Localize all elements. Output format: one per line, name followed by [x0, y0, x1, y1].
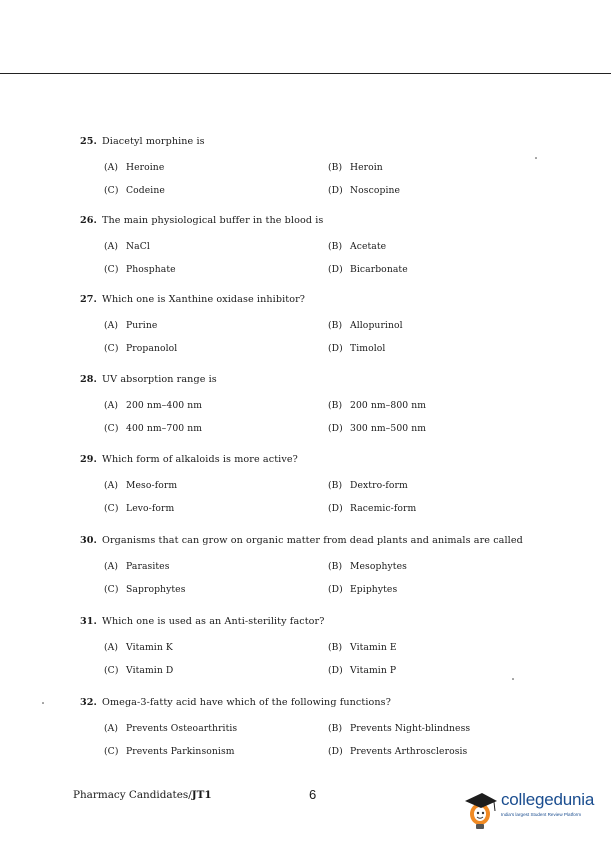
option-label: (B): [328, 320, 343, 331]
question-number: 29.: [80, 454, 97, 465]
scan-speck: [42, 702, 44, 704]
option-a: [104, 241, 150, 253]
option-text: 200 nm–800 nm: [350, 400, 427, 411]
bulb-eye-left: [477, 812, 479, 814]
option-label: (A): [104, 561, 119, 572]
footer-prefix: Pharmacy Candidates/: [73, 789, 192, 801]
footer-candidate-label: [73, 789, 212, 801]
option-text: Heroine: [126, 162, 165, 173]
question-30: [80, 535, 580, 595]
question-text: Which one is used as an Anti-sterility factor?: [102, 616, 325, 627]
option-label: (D): [328, 185, 343, 196]
bulb-face: [474, 807, 486, 821]
option-b: [328, 320, 403, 332]
option-label: (A): [104, 642, 119, 653]
option-a: [104, 480, 177, 492]
option-label: (C): [104, 423, 119, 434]
option-text: Mesophytes: [350, 561, 407, 572]
option-text: Prevents Osteoarthritis: [126, 723, 238, 734]
question-stem: [80, 215, 580, 227]
question-number: 26.: [80, 215, 97, 226]
option-label: (C): [104, 665, 119, 676]
option-c: [104, 746, 235, 758]
option-text: Bicarbonate: [350, 264, 408, 275]
footer-code: JT1: [191, 789, 212, 801]
logo-brand: collegedunia: [501, 790, 595, 809]
option-label: (A): [104, 723, 119, 734]
option-b: [328, 561, 407, 573]
option-label: (A): [104, 241, 119, 252]
question-stem: [80, 454, 580, 466]
option-text: Heroin: [350, 162, 383, 173]
option-d: [328, 665, 396, 677]
option-b: [328, 642, 397, 654]
option-label: (D): [328, 746, 343, 757]
option-a: [104, 162, 164, 174]
question-text: Which form of alkaloids is more active?: [102, 454, 298, 465]
option-label: (D): [328, 665, 343, 676]
logo-tagline: India's largest Student Review Platform: [501, 812, 582, 817]
scan-speck: [512, 678, 514, 680]
option-label: (A): [104, 480, 119, 491]
bulb-base: [476, 824, 484, 829]
question-stem: [80, 136, 580, 148]
option-a: [104, 723, 237, 735]
option-text: Timolol: [350, 343, 386, 354]
option-text: Prevents Arthrosclerosis: [350, 746, 468, 757]
option-text: Dextro-form: [350, 480, 408, 491]
question-number: 32.: [80, 697, 97, 708]
question-text: Organisms that can grow on organic matter from dead plants and animals are called: [102, 535, 523, 546]
option-c: [104, 584, 186, 596]
option-c: [104, 343, 177, 355]
option-text: 200 nm–400 nm: [126, 400, 203, 411]
question-number: 30.: [80, 535, 97, 546]
option-a: [104, 400, 202, 412]
option-text: Phosphate: [126, 264, 176, 275]
question-stem: [80, 616, 580, 628]
question-27: [80, 294, 580, 354]
question-32: [80, 697, 580, 757]
option-label: (D): [328, 423, 343, 434]
question-26: [80, 215, 580, 275]
option-label: (C): [104, 503, 119, 514]
option-c: [104, 503, 174, 515]
option-text: NaCl: [126, 241, 150, 252]
option-label: (D): [328, 584, 343, 595]
option-text: Acetate: [350, 241, 387, 252]
option-label: (B): [328, 162, 343, 173]
option-label: (C): [104, 264, 119, 275]
option-text: Purine: [126, 320, 158, 331]
option-label: (A): [104, 162, 119, 173]
question-31: [80, 616, 580, 676]
option-a: [104, 642, 173, 654]
question-25: [80, 136, 580, 196]
option-label: (B): [328, 480, 343, 491]
question-text: The main physiological buffer in the blood is: [102, 215, 324, 226]
option-d: [328, 746, 467, 758]
option-label: (D): [328, 264, 343, 275]
option-label: (A): [104, 320, 119, 331]
option-text: Noscopine: [350, 185, 401, 196]
option-c: [104, 665, 173, 677]
option-label: (B): [328, 723, 343, 734]
question-text: Diacetyl morphine is: [102, 136, 205, 147]
question-text: Omega-3-fatty acid have which of the following functions?: [102, 697, 391, 708]
question-stem: [80, 535, 580, 547]
option-d: [328, 343, 385, 355]
option-label: (C): [104, 343, 119, 354]
option-text: Levo-form: [126, 503, 175, 514]
header-rule: [0, 73, 611, 74]
option-b: [328, 241, 386, 253]
option-label: (C): [104, 746, 119, 757]
question-text: UV absorption range is: [102, 374, 217, 385]
option-c: [104, 264, 176, 276]
option-label: (B): [328, 561, 343, 572]
option-text: Codeine: [126, 185, 165, 196]
option-label: (D): [328, 503, 343, 514]
question-number: 31.: [80, 616, 97, 627]
option-text: Vitamin E: [350, 642, 397, 653]
page-number: 6: [309, 787, 317, 802]
option-b: [328, 480, 408, 492]
option-d: [328, 423, 426, 435]
option-a: [104, 561, 170, 573]
option-text: Epiphytes: [350, 584, 398, 595]
graduation-cap: [465, 793, 497, 808]
option-b: [328, 400, 426, 412]
option-text: Parasites: [126, 561, 170, 572]
question-29: [80, 454, 580, 514]
option-c: [104, 423, 202, 435]
option-text: Saprophytes: [126, 584, 186, 595]
option-label: (B): [328, 400, 343, 411]
option-text: Propanolol: [126, 343, 178, 354]
option-label: (C): [104, 584, 119, 595]
option-text: Vitamin D: [126, 665, 174, 676]
option-b: [328, 162, 383, 174]
question-number: 27.: [80, 294, 97, 305]
question-number: 28.: [80, 374, 97, 385]
option-label: (B): [328, 642, 343, 653]
cap-tassel: [494, 802, 495, 811]
bulb-eye-right: [482, 812, 484, 814]
scan-speck: [535, 157, 537, 159]
option-b: [328, 723, 470, 735]
option-label: (D): [328, 343, 343, 354]
option-label: (C): [104, 185, 119, 196]
option-d: [328, 185, 400, 197]
collegedunia-logo: [461, 783, 611, 831]
question-28: [80, 374, 580, 434]
option-a: [104, 320, 157, 332]
graduate-bulb-icon: [461, 783, 501, 831]
option-d: [328, 503, 416, 515]
option-c: [104, 185, 165, 197]
option-text: Prevents Parkinsonism: [126, 746, 235, 757]
option-text: Meso-form: [126, 480, 178, 491]
option-text: Allopurinol: [350, 320, 403, 331]
option-label: (A): [104, 400, 119, 411]
option-label: (B): [328, 241, 343, 252]
question-stem: [80, 374, 580, 386]
option-d: [328, 584, 397, 596]
option-text: 400 nm–700 nm: [126, 423, 203, 434]
question-number: 25.: [80, 136, 97, 147]
option-text: Vitamin P: [350, 665, 397, 676]
question-stem: [80, 294, 580, 306]
option-d: [328, 264, 408, 276]
option-text: 300 nm–500 nm: [350, 423, 427, 434]
question-stem: [80, 697, 580, 709]
option-text: Vitamin K: [126, 642, 173, 653]
option-text: Racemic-form: [350, 503, 417, 514]
question-text: Which one is Xanthine oxidase inhibitor?: [102, 294, 305, 305]
option-text: Prevents Night-blindness: [350, 723, 471, 734]
